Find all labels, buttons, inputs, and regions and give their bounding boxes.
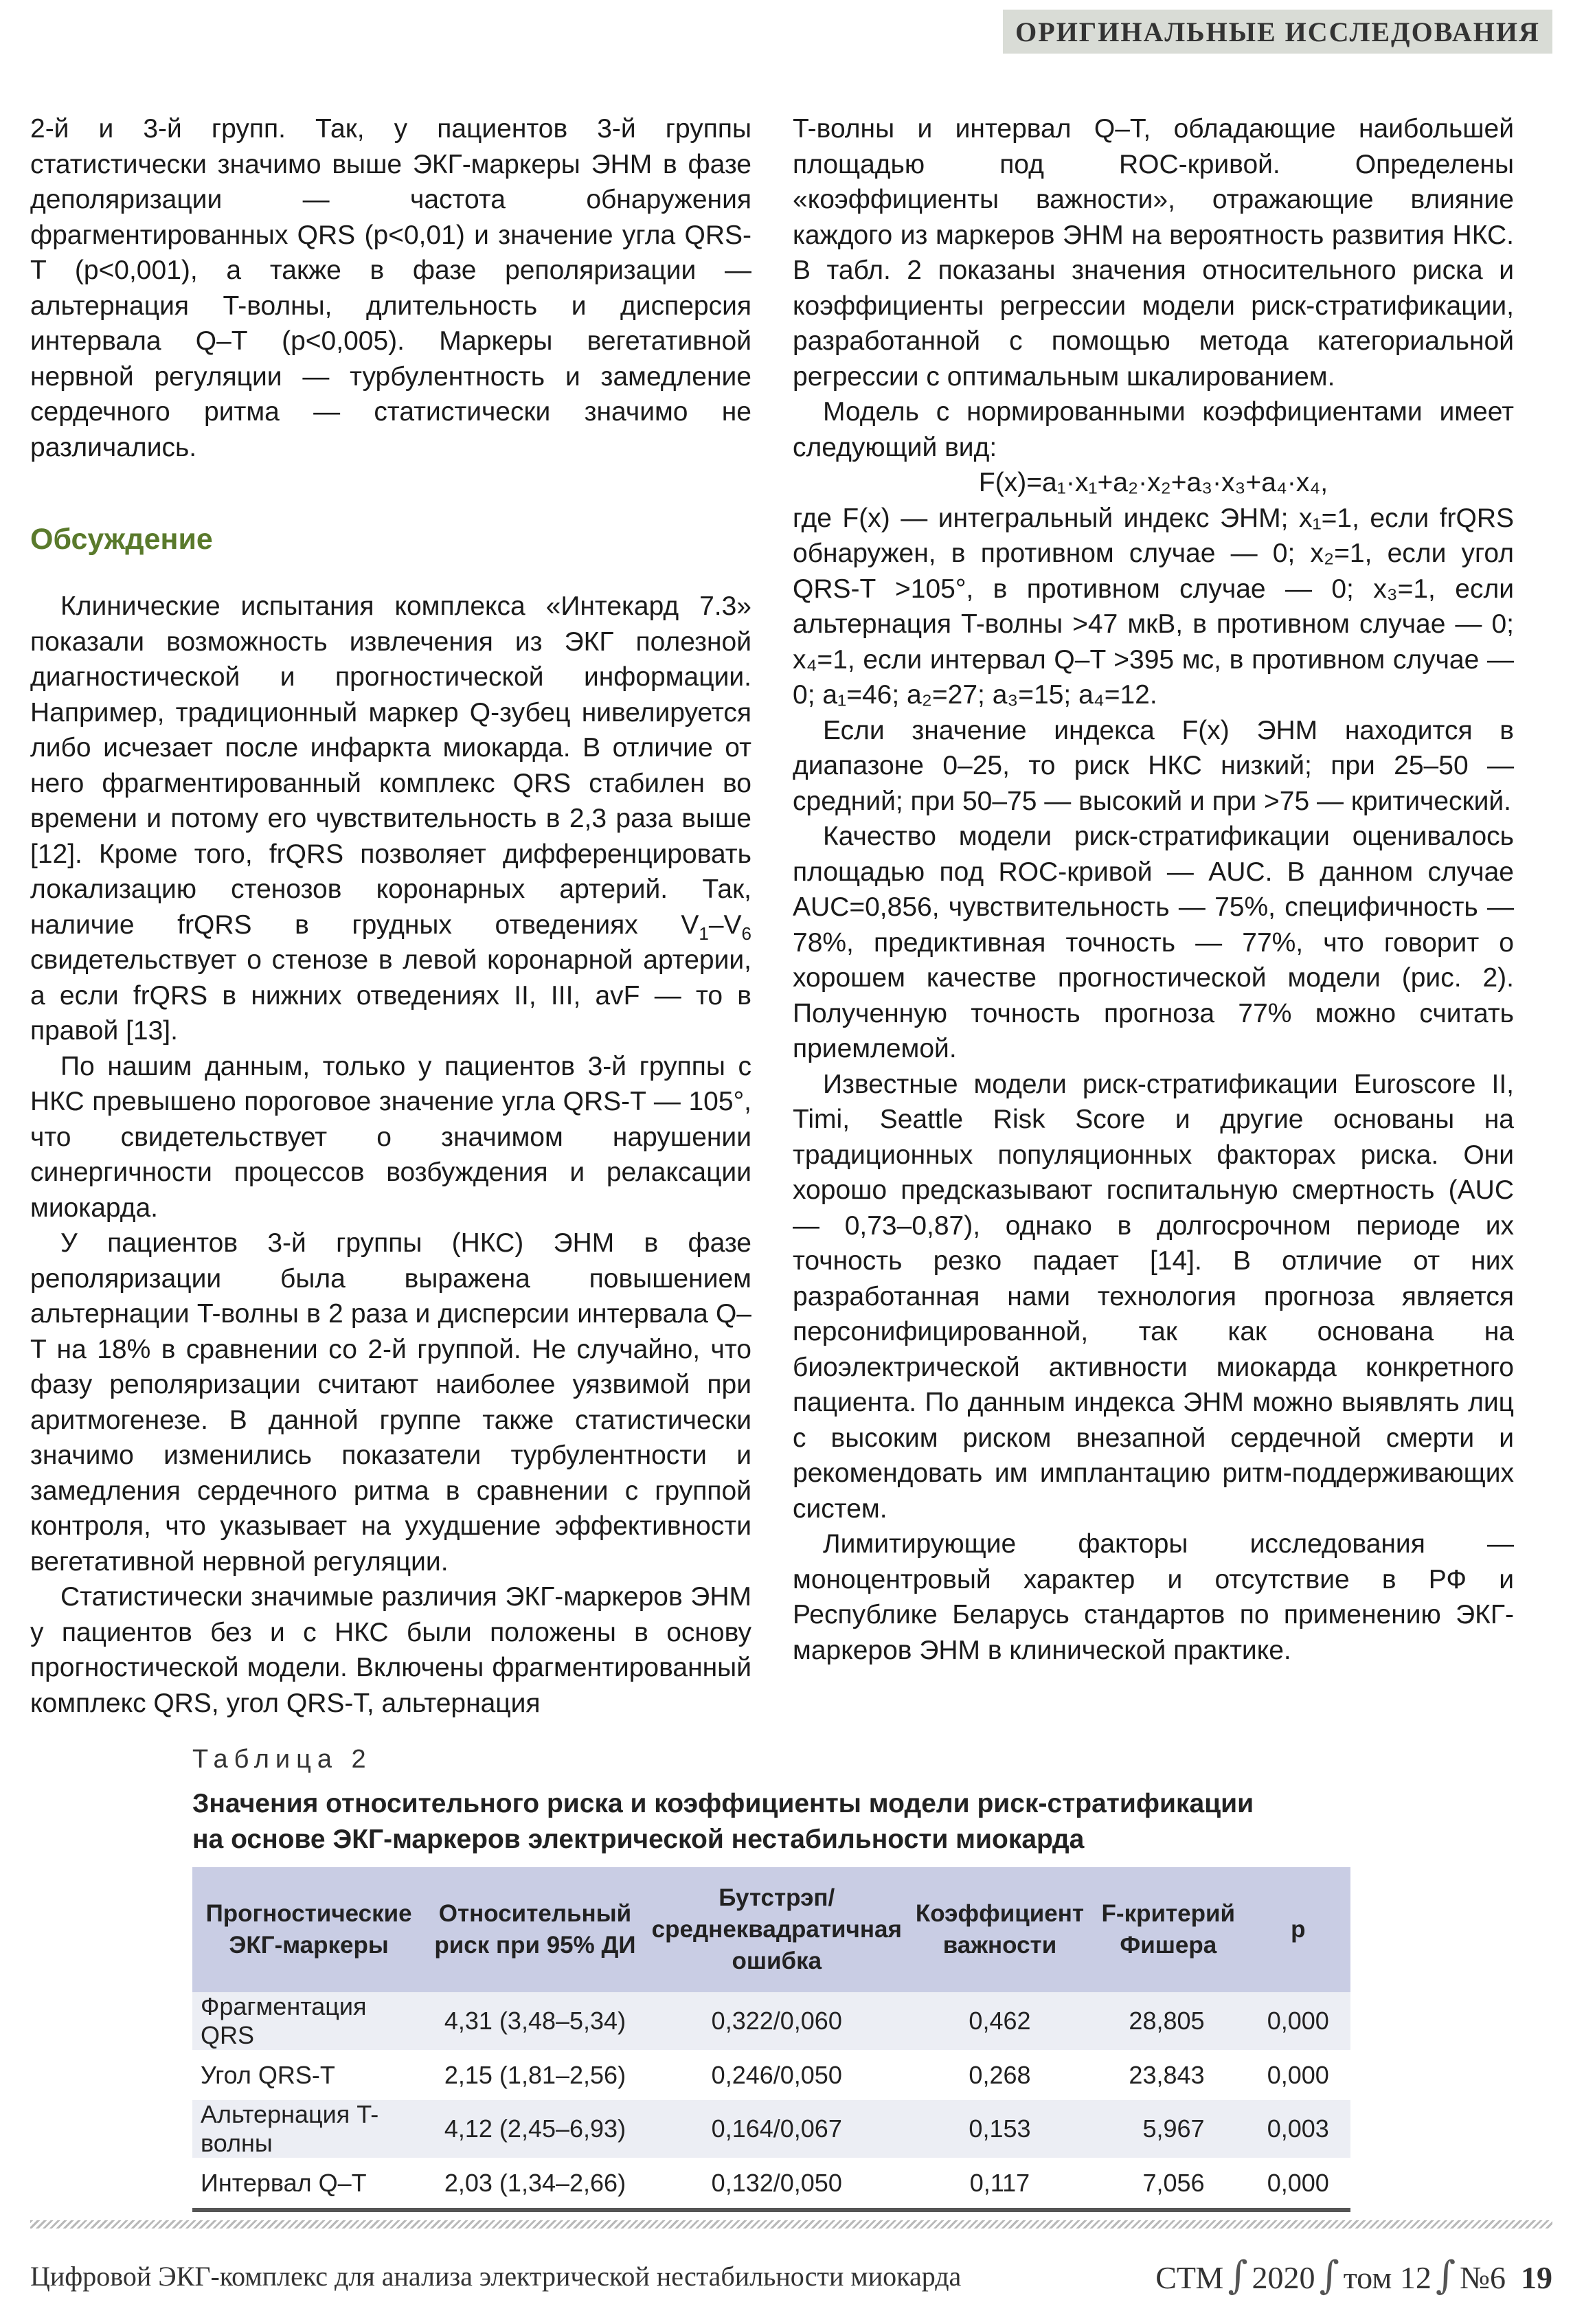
table-cell: 0,000 (1246, 1992, 1350, 2050)
section-banner: ОРИГИНАЛЬНЫЕ ИССЛЕДОВАНИЯ (1003, 10, 1552, 54)
column-header: F-критерий Фишера (1091, 1867, 1245, 1992)
data-table (192, 1867, 1350, 2212)
table-header-row (192, 1867, 1350, 1992)
column-header: Прогностические ЭКГ-маркеры (192, 1867, 425, 1992)
table-cell: Интервал Q–T (192, 2158, 425, 2210)
table-cell: 0,268 (969, 2060, 1031, 2089)
table-row (192, 2158, 1350, 2210)
journal-volume: том 12 (1343, 2260, 1432, 2295)
table-cell: 23,843 (1129, 2060, 1205, 2089)
table-title: Значения относительного риска и коэффициенты модели риск-стратификации на основе ЭКГ-маркеров электрической нестабильности миокарда (192, 1789, 1254, 1854)
table-cell: 4,12 (2,45–6,93) (425, 2100, 644, 2158)
separator-glyph: ∫ (1435, 2253, 1456, 2298)
journal-issue: №6 (1460, 2260, 1506, 2295)
column-header: Относительный риск при 95% ДИ (425, 1867, 644, 1992)
table-cell: 0,000 (1267, 2060, 1329, 2089)
paragraph: Качество модели риск-стратификации оценивалось площадью под ROC-кривой — AUC. В данном случае AUC=0,856, чувствительность — 75%, специфичность — 78%, предиктивная точность — 77%, что говорит о хорошем качестве прогностической модели (рис. 2). Полученную точность прогноза 77% можно считать приемлемой. (793, 822, 1514, 1063)
table-cell: 0,246/0,050 (711, 2060, 842, 2089)
column-header: p (1246, 1867, 1350, 1992)
table-cell: 0,000 (1246, 2158, 1350, 2210)
table-caption: Таблица 2 (192, 1745, 372, 1774)
paragraph: T-волны и интервал Q–T, обладающие наибольшей площадью под ROC-кривой. Определены «коэффициенты важности», отражающие влияние каждого из маркеров ЭНМ на вероятность развития НКС. В табл. 2 показаны значения относительного риска и коэффициенты регрессии модели риск-стратификации, разработанной с помощью метода категориальной регрессии с оптимальным шкалированием. (793, 114, 1514, 392)
paragraph: Статистически значимые различия ЭКГ-маркеров ЭНМ у пациентов без и с НКС были положены в основу прогностической модели. Включены фрагментированный комплекс QRS, угол QRS-T, альтернация (30, 1582, 751, 1718)
footer-divider (30, 2220, 1552, 2229)
separator-glyph: ∫ (1227, 2253, 1248, 2298)
paragraph: Модель с нормированными коэффициентами имеет следующий вид: (793, 397, 1514, 462)
table-row (192, 2050, 1350, 2100)
journal-name: СТМ (1155, 2260, 1224, 2295)
table-cell: Угол QRS-T (201, 2060, 335, 2089)
table-cell: Альтернация T-волны (192, 2100, 425, 2158)
page-number: 19 (1521, 2260, 1552, 2295)
left-column (30, 111, 751, 1721)
table-row (192, 1992, 1350, 2050)
paragraph: 2-й и 3-й групп. Так, у пациентов 3-й группы статистически значимо выше ЭКГ-маркеры ЭНМ в фазе деполяризации — частота обнаружения фрагментированных QRS (p<0,01) и значение угла QRS-T (p<0,001), а также в фазе реполяризации — альтернация T-волны, длительность и дисперсия интервала Q–T (p<0,005). Маркеры вегетативной нервной регуляции — турбулентность и замедление сердечного ритма — статистически значимо не различались. (30, 114, 751, 462)
table-cell: 5,967 (1091, 2100, 1245, 2158)
table-cell: 2,15 (1,81–2,56) (444, 2060, 626, 2089)
journal-info (1155, 2253, 1552, 2298)
right-column (793, 111, 1514, 1668)
table-cell: 0,132/0,050 (645, 2158, 909, 2210)
table-cell: 0,462 (909, 1992, 1091, 2050)
table-cell: 2,03 (1,34–2,66) (425, 2158, 644, 2210)
table-cell: 4,31 (3,48–5,34) (425, 1992, 644, 2050)
section-heading: Обсуждение (30, 523, 213, 556)
paragraph: Клинические испытания комплекса «Интекард 7.3» показали возможность извлечения из ЭКГ полезной диагностической и прогностической информации. Например, традиционный маркер Q-зубец нивелируется либо исчезает после инфаркта миокарда. В отличие от него фрагментированный комплекс QRS стабилен во времени и потому его чувствительность в 2,3 раза выше [12]. Кроме того, frQRS позволяет дифференцировать локализацию стенозов коронарных артерий. Так, наличие frQRS в грудных отведениях $V_1-V_6$ свидетельствует о стенозе в левой коронарной артерии, а если frQRS в нижних отведениях II, III, avF — то в правой [13]. (30, 591, 751, 1046)
journal-year: 2020 (1252, 2260, 1315, 2295)
paragraph: Лимитирующие факторы исследования — моноцентровый характер и отсутствие в РФ и Республике Беларусь стандартов по применению ЭКГ-маркеров ЭНМ в клинической практике. (793, 1529, 1514, 1665)
table-cell: 0,153 (909, 2100, 1091, 2158)
table-cell: 0,322/0,060 (645, 1992, 909, 2050)
column-header: Коэффициент важности (909, 1867, 1091, 1992)
running-title: Цифровой ЭКГ-комплекс для анализа электрической нестабильности миокарда (30, 2261, 962, 2292)
column-header: Бутстрэп/ среднеквадратичная ошибка (645, 1867, 909, 1992)
table-cell: 0,117 (909, 2158, 1091, 2210)
paragraph: Если значение индекса F(x) ЭНМ находится в диапазоне 0–25, то риск НКС низкий; при 25–50 — средний; при 50–75 — высокий и при >75 — критический. (793, 715, 1514, 816)
table-row (192, 2100, 1350, 2158)
table-cell: 7,056 (1091, 2158, 1245, 2210)
paragraph: где F(x) — интегральный индекс ЭНМ; x₁=1, если frQRS обнаружен, в противном случае — 0; x₂=1, если угол QRS-T >105°, в противном случае — 0; x₃=1, если альтернация T-волны >47 мкВ, в противном случае — 0; x₄=1, если интервал Q–T >395 мс, в противном случае — 0; a₁=46; a₂=27; a₃=15; a₄=12. (793, 503, 1514, 710)
table-cell: Фрагментация QRS (192, 1992, 425, 2050)
formula: F(x)=a₁·x₁+a₂·x₂+a₃·x₃+a₄·x₄, (978, 468, 1328, 497)
separator-glyph: ∫ (1319, 2253, 1339, 2298)
table-cell: 0,003 (1246, 2100, 1350, 2158)
paragraph: По нашим данным, только у пациентов 3-й группы с НКС превышено пороговое значение угла QRS-T — 105°, что свидетельствует о значимом нарушении синергичности процессов возбуждения и релаксации миокарда. (30, 1051, 751, 1223)
paragraph: У пациентов 3-й группы (НКС) ЭНМ в фазе реполяризации была выражена повышением альтернации T-волны в 2 раза и дисперсии интервала Q–T на 18% в сравнении со 2-й группой. Не случайно, что фазу реполяризации считают наиболее уязвимой при аритмогенезе. В данной группе также статистически значимо изменились показатели турбулентности и замедления сердечного ритма в сравнении с группой контроля, что указывает на ухудшение эффективности вегетативной нервной регуляции. (30, 1228, 751, 1577)
table-cell: 28,805 (1091, 1992, 1245, 2050)
table-cell: 0,164/0,067 (645, 2100, 909, 2158)
paragraph: Известные модели риск-стратификации Euroscore II, Timi, Seattle Risk Score и другие основаны на традиционных популяционных факторах риска. Они хорошо предсказывают госпитальную смертность (AUC — 0,73–0,87), однако в долгосрочном периоде их точность резко падает [14]. В отличие от них разработанная нами технология прогноза является персонифицированной, так как основана на биоэлектрической активности миокарда конкретного пациента. По данным индекса ЭНМ можно выявлять лиц с высоким риском внезапной сердечной смерти и рекомендовать им имплантацию ритм-поддерживающих систем. (793, 1069, 1514, 1524)
